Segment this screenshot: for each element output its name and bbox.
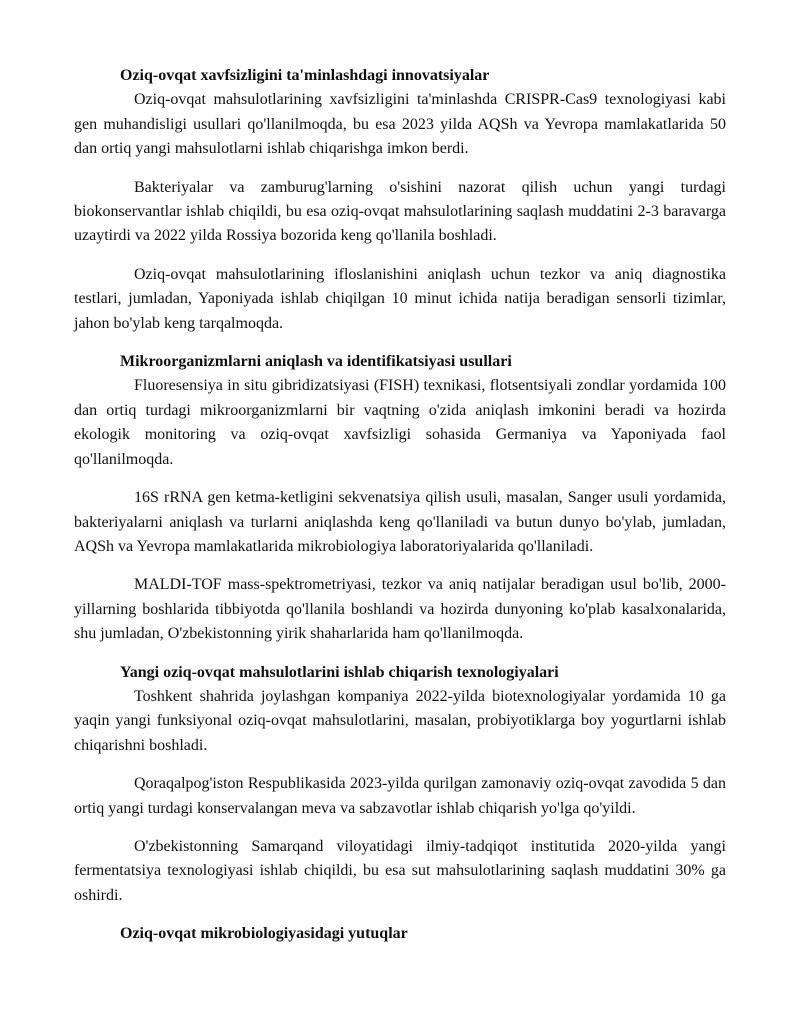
paragraph: 16S rRNA gen ketma-ketligini sekvenatsiya qilish usuli, masalan, Sanger usuli yordamida, bakteriyalarni aniqlash va turlarni aniqlashda keng qo'llaniladi va butun dunyo bo'ylab, jumladan, AQSh va Yevropa mamlakatlarida mikrobiologiya laboratoriyalarida qo'llaniladi. (74, 489, 726, 555)
paragraph: Bakteriyalar va zamburug'larning o'sishini nazorat qilish uchun yangi turdagi biokonservantlar ishlab chiqildi, bu esa oziq-ovqat mahsulotlarining saqlash muddatini 2-3 baravarga uzaytirdi va 2022 yilda Rossiya bozorida keng qo'llanila boshladi. (74, 178, 726, 245)
paragraph: Oziq-ovqat mahsulotlarining xavfsizligini ta'minlashda CRISPR-Cas9 texnologiyasi kabi gen muhandisligi usullari qo'llanilmoqda, bu esa 2023 yilda AQSh va Yevropa mamlakatlarida 50 dan ortiq yangi mahsulotlarni ishlab chiqarishga imkon berdi. (74, 91, 726, 158)
paragraph: Toshkent shahrida joylashgan kompaniya 2022-yilda biotexnologiyalar yordamida 10 ga yaqin yangi funksiyonal oziq-ovqat mahsulotlarini, masalan, probiyotiklarga boy yogurtlarni ishlab chiqarishni boshladi. (74, 687, 726, 754)
section-heading: Yangi oziq-ovqat mahsulotlarini ishlab chiqarish texnologiyalari (120, 663, 559, 681)
paragraph: MALDI-TOF mass-spektrometriyasi, tezkor va aniq natijalar beradigan usul bo'lib, 2000-yillarning boshlarida tibbiyotda qo'llanila boshlandi va hozirda dunyoning ko'plab kasalxonalarida, shu jumladan, O'zbekistonning yirik shaharlarida ham qo'llanilmoqda. (74, 576, 726, 643)
section-heading: Oziq-ovqat xavfsizligini ta'minlashdagi innovatsiyalar (120, 67, 490, 84)
paragraph: O'zbekistonning Samarqand viloyatidagi ilmiy-tadqiqot institutida 2020-yilda yangi fermentatsiya texnologiyasi ishlab chiqildi, bu esa sut mahsulotlarining saqlash muddatini 30% ga oshirdi. (74, 837, 726, 904)
paragraph: Qoraqalpog'iston Respublikasida 2023-yilda qurilgan zamonaviy oziq-ovqat zavodida 5 dan ortiq yangi turdagi konservalangan meva va sabzavotlar ishlab chiqarish yo'lga qo'yildi. (74, 775, 726, 817)
section-heading: Oziq-ovqat mikrobiologiyasidagi yutuqlar (120, 925, 408, 943)
paragraph: Fluoresensiya in situ gibridizatsiyasi (FISH) texnikasi, flotsentsiyali zondlar yordamida 100 dan ortiq turdagi mikroorganizmlarni bir vaqtning o'zida aniqlash imkonini beradi va hozirda ekologik monitoring va oziq-ovqat xavfsizligi sohasida Germaniya va Yaponiyada faol qo'llanilmoqda. (74, 377, 726, 468)
document-page (74, 64, 726, 947)
section-heading: Mikroorganizmlarni aniqlash va identifikatsiyasi usullari (120, 353, 512, 371)
paragraph: Oziq-ovqat mahsulotlarining ifloslanishini aniqlash uchun tezkor va aniq diagnostika testlari, jumladan, Yaponiyada ishlab chiqilgan 10 minut ichida natija beradigan sensorli tizimlar, jahon bo'ylab keng tarqalmoqda. (74, 265, 726, 332)
